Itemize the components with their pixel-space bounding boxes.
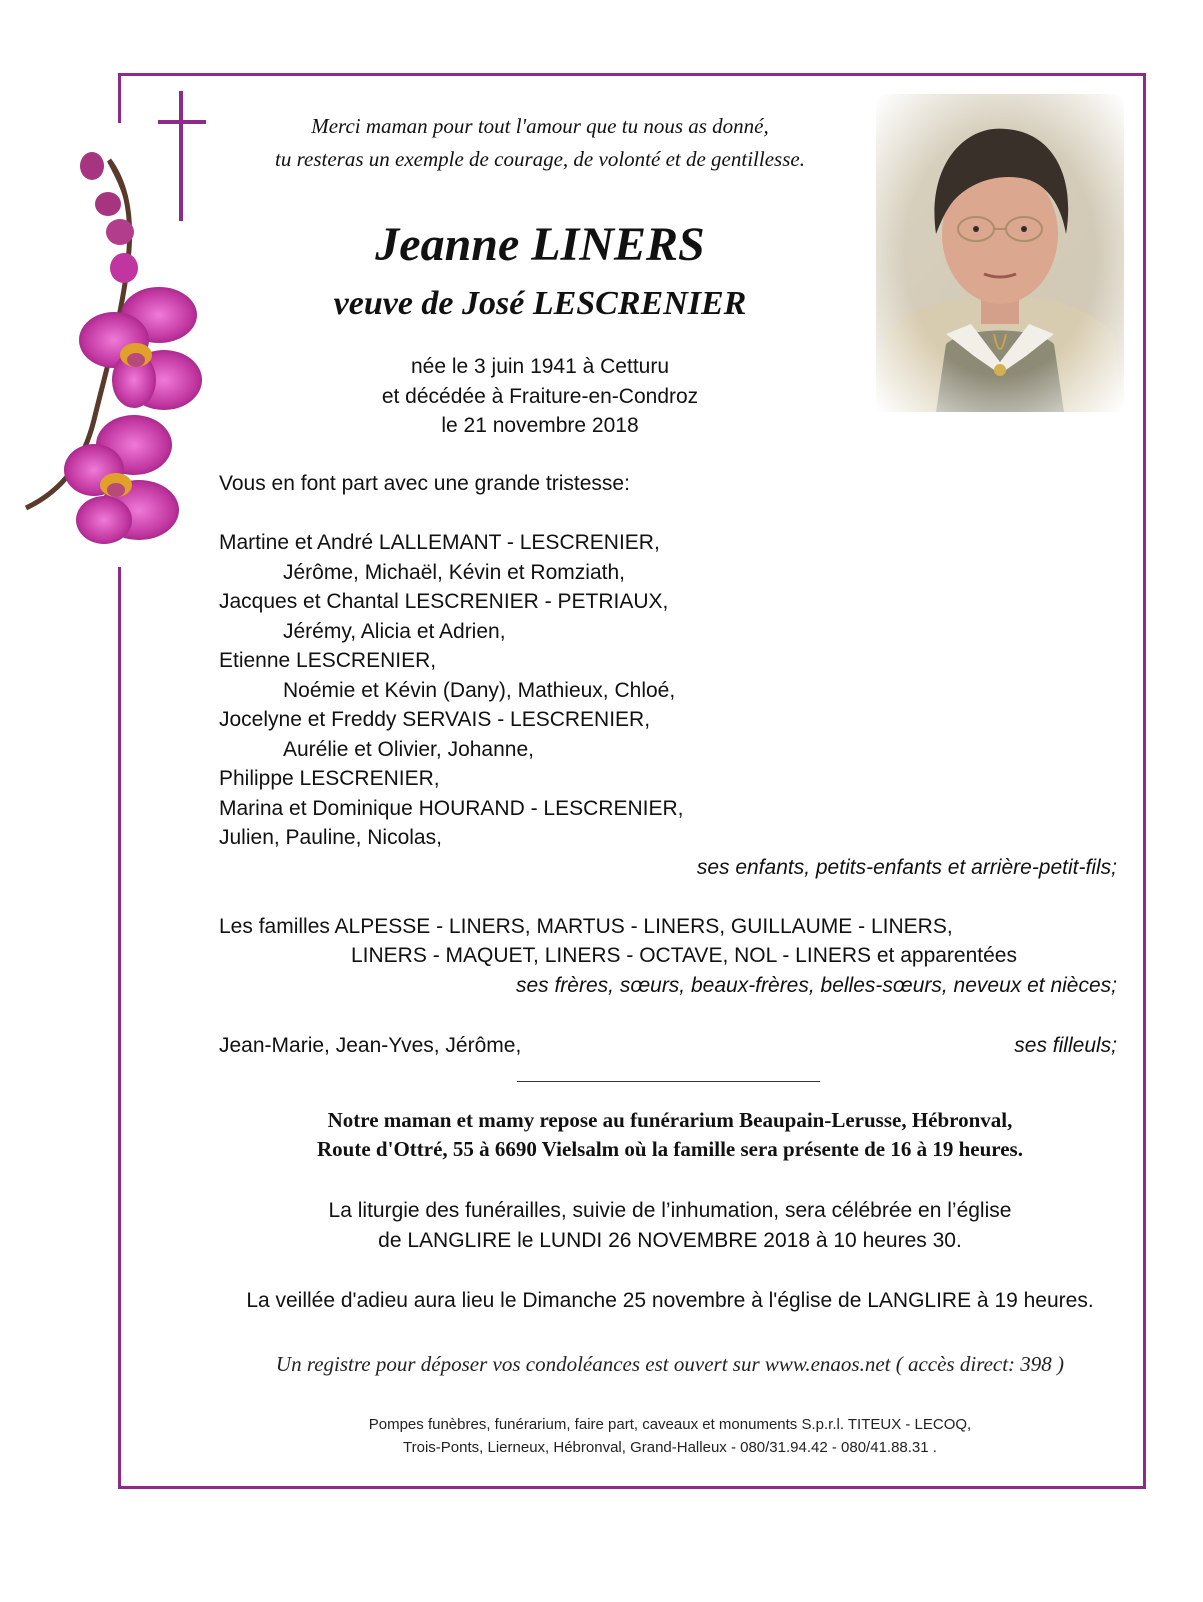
family-line: Martine et André LALLEMANT - LESCRENIER, [219,531,660,554]
cross-icon-horizontal [158,120,206,124]
orchid-flower-upper [79,287,202,410]
liturgy-line-1: La liturgie des funérailles, suivie de l’inhumation, sera célébrée en l’église [328,1199,1012,1222]
siblings-line-2: LINERS - MAQUET, LINERS - OCTAVE, NOL - LINERS et apparentées [351,944,1017,967]
siblings-line-1: Les familles ALPESSE - LINERS, MARTUS - LINERS, GUILLAUME - LINERS, [219,915,953,938]
death-date-line: le 21 novembre 2018 [441,414,639,437]
portrait-photo [876,94,1124,412]
liturgy-line-2: de LANGLIRE le LUNDI 26 NOVEMBRE 2018 à 10 heures 30. [378,1229,962,1252]
family-line: Jocelyne et Freddy SERVAIS - LESCRENIER, [219,708,651,731]
frame-border-left-bottom [118,567,121,1489]
death-place-line: et décédée à Fraiture-en-Condroz [381,385,699,408]
orchid-flower-lower [64,415,179,544]
family-line: Marina et Dominique HOURAND - LESCRENIER, [219,797,684,820]
family-line: Julien, Pauline, Nicolas, [219,826,442,849]
footer-line-2: Trois-Ponts, Lierneux, Hébronval, Grand-Halleux - 080/31.94.42 - 080/41.88.31 . [403,1439,937,1456]
funerarium-line-2: Route d'Ottré, 55 à 6690 Vielsalm où la famille sera présente de 16 à 19 heures. [317,1137,1023,1161]
vigil-line: La veillée d'adieu aura lieu le Dimanche 25 novembre à l'église de LANGLIRE à 19 heures. [246,1289,1094,1312]
orchid-decoration [24,150,204,550]
frame-border-top [118,73,1146,76]
family-line: Jérôme, Michaël, Kévin et Romziath, [283,561,625,584]
frame-border-right [1143,73,1146,1489]
announcement: Vous en font part avec une grande tristesse: [219,472,630,495]
godchildren-role: ses filleuls; [1014,1034,1117,1057]
funerarium-line-1: Notre maman et mamy repose au funérarium Beaupain-Lerusse, Hébronval, [327,1108,1013,1132]
family-line: Etienne LESCRENIER, [219,649,437,672]
frame-border-bottom [118,1486,1146,1489]
quote-line-1: Merci maman pour tout l'amour que tu nous as donné, [311,114,769,138]
separator-line [517,1081,820,1082]
quote-line-2: tu resteras un exemple de courage, de volonté et de gentillesse. [275,147,805,171]
widow-of: veuve de José LESCRENIER [333,285,747,322]
birth-line: née le 3 juin 1941 à Cetturu [410,355,670,378]
family-line: Jacques et Chantal LESCRENIER - PETRIAUX, [219,590,669,613]
frame-border-left-top [118,73,121,123]
siblings-role: ses frères, sœurs, beaux-frères, belles-sœurs, neveux et nièces; [515,974,1117,997]
condolence-registry: Un registre pour déposer vos condoléances est ouvert sur www.enaos.net ( accès direct: 398 ) [275,1352,1065,1376]
godchildren-names: Jean-Marie, Jean-Yves, Jérôme, [219,1034,522,1057]
family-line: Philippe LESCRENIER, [219,767,440,790]
family-role: ses enfants, petits-enfants et arrière-petit-fils; [696,856,1117,879]
family-line: Aurélie et Olivier, Johanne, [283,738,534,761]
deceased-name: Jeanne LINERS [375,218,705,271]
footer-line-1: Pompes funèbres, funérarium, faire part, caveaux et monuments S.p.r.l. TITEUX - LECOQ, [368,1416,972,1433]
family-line: Jérémy, Alicia et Adrien, [283,620,506,643]
family-line: Noémie et Kévin (Dany), Mathieux, Chloé, [283,679,676,702]
